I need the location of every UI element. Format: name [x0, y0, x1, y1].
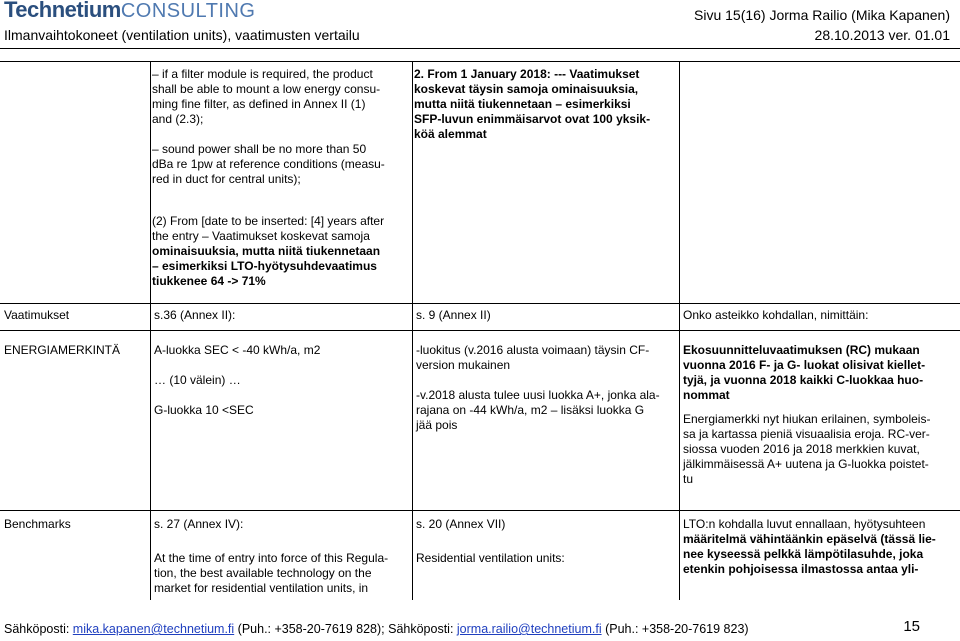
text-line: tyjä, ja vuonna 2018 kaikki C-luokkaa huo- — [683, 373, 924, 387]
benchmarks-col3 — [416, 517, 678, 566]
text-line: (2) From [date to be inserted: [4] years after — [152, 214, 385, 228]
text-line: Ekosuunnitteluvaatimuksen (RC) mukaan — [683, 343, 920, 357]
energia-col2 — [154, 343, 409, 418]
column-divider — [412, 62, 413, 600]
text-line: red in duct for central units); — [152, 172, 301, 186]
text-line: ming fine filter, as defined in Annex II (1) — [152, 97, 366, 111]
document-title: Ilmanvaihtokoneet (ventilation units), vaatimusten vertailu — [4, 27, 360, 43]
row-border — [0, 330, 960, 331]
text-line: koskevat täysin samoja ominaisuuksia, — [414, 82, 639, 96]
row-label-vaatimukset: Vaatimukset — [4, 308, 70, 322]
logo-technetium-text: Technetium — [4, 0, 121, 22]
text-line: nommat — [683, 388, 730, 402]
text-line: rajana on -44 kWh/a, m2 – lisäksi luokka G — [416, 403, 645, 417]
row-border — [0, 303, 960, 304]
text-line: -luokitus (v.2016 alusta voimaan) täysin CF- — [416, 343, 650, 357]
footer-phone-text: (Puh.: +358-20-7619 823) — [601, 622, 749, 636]
document-date: 28.10.2013 ver. 01.01 — [814, 27, 950, 43]
text-line: 2. From 1 January 2018: --- Vaatimukset — [414, 67, 640, 81]
text-line: SFP-luvun enimmäisarvot ovat 100 yksik- — [414, 112, 651, 126]
text-line: A-luokka SEC < -40 kWh/a, m2 — [154, 343, 321, 357]
benchmarks-col2 — [154, 517, 409, 596]
text-line: jälkimmäisessä A+ uutena ja G-luokka poistet- — [683, 457, 929, 471]
vaatimukset-col3: s. 9 (Annex II) — [416, 308, 491, 322]
text-line: s. 27 (Annex IV): — [154, 517, 244, 531]
text-line: Energiamerkki nyt hiukan erilainen, symboleis- — [683, 412, 931, 426]
row-label-energiamerkinta: ENERGIAMERKINTÄ — [4, 343, 121, 357]
text-line: mutta niitä tiukennetaan – esimerkiksi — [414, 97, 631, 111]
table-top-border — [0, 61, 960, 62]
top-col2-text — [152, 67, 402, 289]
technetium-logo — [4, 2, 255, 26]
page-number: 15 — [903, 618, 920, 635]
text-line: s. 20 (Annex VII) — [416, 517, 506, 531]
vaatimukset-col2: s.36 (Annex II): — [154, 308, 236, 322]
text-line: At the time of entry into force of this Regula- — [154, 551, 389, 565]
energia-col3 — [416, 343, 678, 433]
logo-consulting-text: CONSULTING — [120, 0, 256, 22]
text-line: määritelmä vähintäänkin epäselvä (tässä lie- — [683, 532, 936, 546]
text-line: dBa re 1pw at reference conditions (measu- — [152, 157, 385, 171]
text-line: etenkin pohjoisessa ilmastossa antaa yli- — [683, 562, 919, 576]
text-line: tu — [683, 472, 694, 486]
row-label-benchmarks: Benchmarks — [4, 517, 71, 531]
text-line: and (2.3); — [152, 112, 204, 126]
page-info: Sivu 15(16) Jorma Railio (Mika Kapanen) — [694, 7, 950, 23]
column-divider — [679, 62, 680, 600]
text-line: vuonna 2016 F- ja G- luokat olisivat kiellet- — [683, 358, 926, 372]
energia-col4 — [683, 343, 958, 487]
vaatimukset-col4: Onko asteikko kohdallan, nimittäin: — [683, 308, 869, 322]
footer-email-label: Sähköposti: — [4, 622, 73, 636]
text-line: köä alemmat — [414, 127, 487, 141]
benchmarks-col4 — [683, 517, 958, 577]
text-line: shall be able to mount a low energy consu- — [152, 82, 381, 96]
text-line: – esimerkiksi LTO-hyötysuhdevaatimus — [152, 259, 377, 273]
text-line: the entry – Vaatimukset koskevat samoja — [152, 229, 370, 243]
text-line: Residential ventilation units: — [416, 551, 565, 565]
text-line: ominaisuuksia, mutta niitä tiukennetaan — [152, 244, 381, 258]
top-col3-text — [414, 67, 676, 142]
text-line: sa ja kartassa pieniä visuaalisia eroja. RC-ver- — [683, 427, 930, 441]
text-line: G-luokka 10 <SEC — [154, 403, 254, 417]
text-line: market for residential ventilation units, in — [154, 581, 369, 595]
text-line: -v.2018 alusta tulee uusi luokka A+, jonka ala- — [416, 388, 660, 402]
column-divider — [150, 62, 151, 600]
text-line: nee kyseessä pelkkä lämpötilasuhde, joka — [683, 547, 924, 561]
text-line: LTO:n kohdalla luvut ennallaan, hyötysuhteen — [683, 517, 926, 531]
email-link-jorma[interactable]: jorma.railio@technetium.fi — [456, 622, 602, 636]
text-line: siossa vuoden 2016 ja 2018 merkkien kuvat, — [683, 442, 920, 456]
text-line: – sound power shall be no more than 50 — [152, 142, 367, 156]
row-border — [0, 510, 960, 511]
text-line: – if a filter module is required, the product — [152, 67, 373, 81]
footer-contact — [4, 622, 749, 637]
text-line: tiukkenee 64 -> 71% — [152, 274, 266, 288]
header-rule — [0, 48, 960, 49]
text-line: version mukainen — [416, 358, 511, 372]
text-line: tion, the best available technology on the — [154, 566, 372, 580]
text-line: jää pois — [416, 418, 458, 432]
text-line: … (10 välein) … — [154, 373, 241, 387]
email-link-mika[interactable]: mika.kapanen@technetium.fi — [72, 622, 235, 636]
footer-phone-text: (Puh.: +358-20-7619 828); Sähköposti: — [234, 622, 457, 636]
